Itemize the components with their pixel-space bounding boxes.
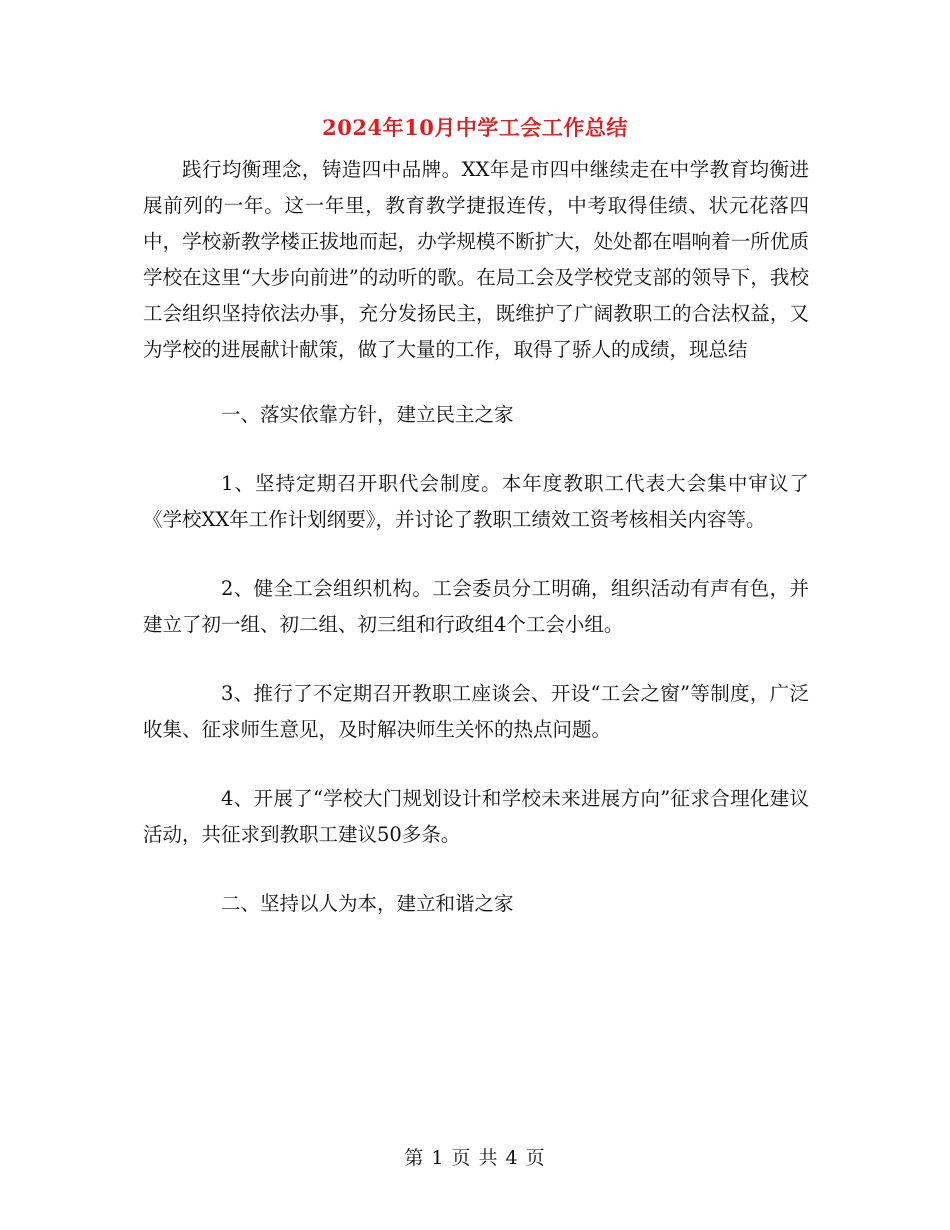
list-item: 2、健全工会组织机构。工会委员分工明确，组织活动有声有色，并建立了初一组、初二组、初三组和行政组4个工会小组。 <box>143 577 809 636</box>
document-title: 2024年10月中学工会工作总结 <box>322 115 628 140</box>
page-footer: 第 1 页 共 4 页 <box>404 1147 546 1169</box>
list-item: 3、推行了不定期召开教职工座谈会、开设“工会之窗”等制度，广泛收集、征求师生意见，及时解决师生关怀的热点问题。 <box>143 682 809 741</box>
list-item: 4、开展了“学校大门规划设计和学校未来进展方向”征求合理化建议活动，共征求到教职工建议50多条。 <box>143 787 809 846</box>
section-heading-1: 一、落实依靠方针，建立民主之家 <box>221 403 514 426</box>
intro-paragraph: 践行均衡理念，铸造四中品牌。XX年是市四中继续走在中学教育均衡进展前列的一年。这一年里，教育教学捷报连传，中考取得佳绩、状元花落四中，学校新教学楼正拔地而起，办学规模不断扩大，处处都在唱响着一所优质学校在这里“大步向前进”的动听的歌。在局工会及学校党支部的领导下，我校工会组织坚持依法办事，充分发扬民主，既维护了广阔教职工的合法权益，又为学校的进展献计献策，做了大量的工作，取得了骄人的成绩，现总结 <box>143 158 809 361</box>
section-heading-2: 二、坚持以人为本，建立和谐之家 <box>221 892 514 915</box>
document-body <box>143 152 809 955</box>
list-item: 1、坚持定期召开职代会制度。本年度教职工代表大会集中审议了《学校XX年工作计划纲要》，并讨论了教职工绩效工资考核相关内容等。 <box>143 472 809 531</box>
